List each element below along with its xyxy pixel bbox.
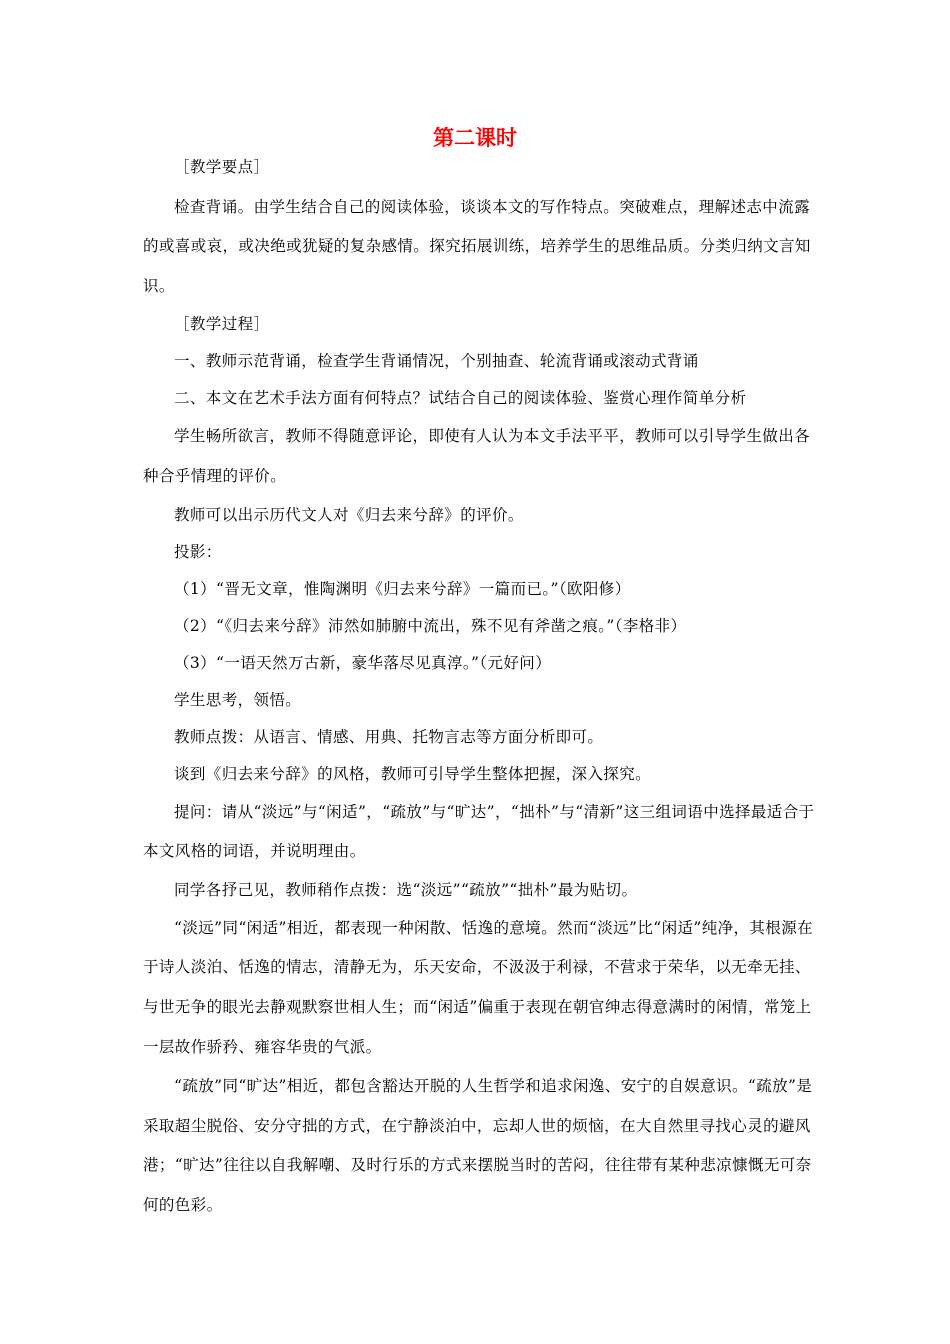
paragraph: “淡远”同“闲适”相近，都表现一种闲散、恬逸的意境。然而“淡远”比“闲适”纯净，其根源在于诗人淡泊、恬逸的情志，清静无为，乐天安命，不汲汲于利禄，不营求于荣华，以无牵无挂、与世无争的眼光去静观默察世相人生；而“闲适”偏重于表现在朝官绅志得意满时的闲情，常笼上一层故作骄矜、雍容华贵的气派。 (143, 918, 813, 1056)
paragraph: 二、本文在艺术手法方面有何特点？试结合自己的阅读体验、鉴赏心理作简单分析 (174, 389, 747, 408)
paragraph: 同学各抒己见，教师稍作点拨：选“淡远”“疏放”“拙朴”最为贴切。 (174, 880, 638, 899)
paragraph: 谈到《归去来兮辞》的风格，教师可引导学生整体把握，深入探究。 (174, 764, 652, 783)
quote-item: （2）“《归去来兮辞》沛然如肺腑中流出，殊不见有斧凿之痕。”（李格非） (174, 616, 687, 635)
quote-item: （3）“一语天然万古新，豪华落尽见真淳。”（元好问） (174, 653, 552, 672)
paragraph: 学生畅所欲言，教师不得随意评论，即使有人认为本文手法平平，教师可以引导学生做出各种合乎情理的评价。 (143, 427, 811, 485)
paragraph: 学生思考，领悟。 (174, 690, 302, 709)
paragraph: 一、教师示范背诵，检查学生背诵情况，个别抽查、轮流背诵或滚动式背诵 (174, 352, 699, 371)
page-title: 第二课时 (433, 126, 517, 150)
paragraph: 提问：请从“淡远”与“闲适”，“疏放”与“旷达”，“拙朴”与“清新”这三组词语中选择最适合于本文风格的词语，并说明理由。 (143, 802, 815, 861)
section-heading-key-points: ［教学要点］ (174, 158, 270, 176)
paragraph: 教师可以出示历代文人对《归去来兮辞》的评价。 (174, 505, 524, 524)
quote-item: （1）“晋无文章，惟陶渊明《归去来兮辞》一篇而已。”（欧阳修） (174, 579, 631, 598)
paragraph: 检查背诵。由学生结合自己的阅读体验，谈谈本文的写作特点。突破难点，理解述志中流露的或喜或哀，或决绝或犹疑的复杂感情。探究拓展训练，培养学生的思维品质。分类归纳文言知识。 (143, 197, 811, 295)
paragraph: “疏放”同“旷达”相近，都包含豁达开脱的人生哲学和追求闲逸、安宁的自娱意识。“疏放”是采取超尘脱俗、安分守拙的方式，在宁静淡泊中，忘却人世的烦恼，在大自然里寻找心灵的避风港；“旷达”往往以自我解嘲、及时行乐的方式来摆脱当时的苦闷，往往带有某种悲凉慷慨无可奈何的色彩。 (143, 1077, 813, 1214)
section-heading-process: ［教学过程］ (174, 315, 270, 334)
paragraph: 投影： (174, 542, 222, 561)
paragraph: 教师点拨：从语言、情感、用典、托物言志等方面分析即可。 (174, 727, 604, 746)
document-body (143, 148, 823, 1226)
